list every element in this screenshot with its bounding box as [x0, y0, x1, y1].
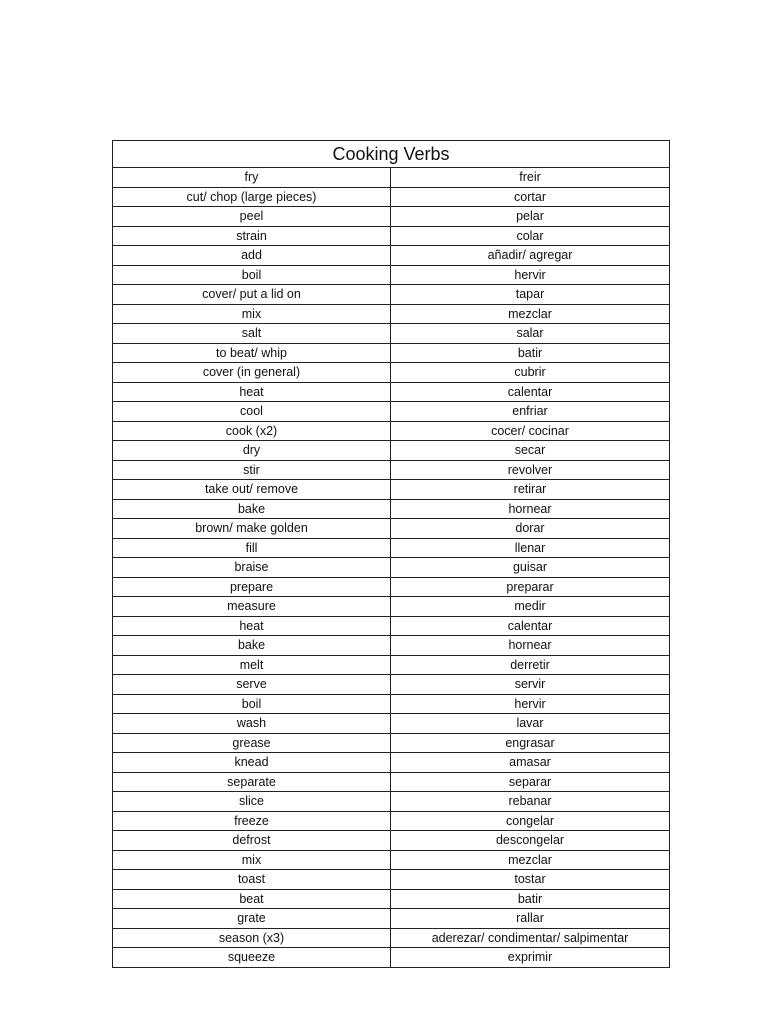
- english-verb-cell: melt: [113, 655, 391, 675]
- table-row: [113, 538, 670, 558]
- spanish-verb-cell: hornear: [391, 499, 670, 519]
- table-row: [113, 207, 670, 227]
- table-row: [113, 304, 670, 324]
- table-row: [113, 519, 670, 539]
- spanish-verb-cell: retirar: [391, 480, 670, 500]
- english-verb-cell: braise: [113, 558, 391, 578]
- table-row: [113, 285, 670, 305]
- spanish-verb-cell: cubrir: [391, 363, 670, 383]
- spanish-verb-cell: descongelar: [391, 831, 670, 851]
- spanish-verb-cell: mezclar: [391, 304, 670, 324]
- english-verb-cell: squeeze: [113, 948, 391, 968]
- table-row: [113, 655, 670, 675]
- english-verb-cell: wash: [113, 714, 391, 734]
- english-verb-cell: take out/ remove: [113, 480, 391, 500]
- table-row: [113, 187, 670, 207]
- table-row: [113, 324, 670, 344]
- spanish-verb-cell: medir: [391, 597, 670, 617]
- table-row: [113, 168, 670, 188]
- table-row: [113, 714, 670, 734]
- english-verb-cell: stir: [113, 460, 391, 480]
- english-verb-cell: strain: [113, 226, 391, 246]
- table-row: [113, 363, 670, 383]
- table-body: [113, 168, 670, 968]
- table-row: [113, 850, 670, 870]
- table-row: [113, 558, 670, 578]
- spanish-verb-cell: exprimir: [391, 948, 670, 968]
- spanish-verb-cell: tapar: [391, 285, 670, 305]
- spanish-verb-cell: amasar: [391, 753, 670, 773]
- table-row: [113, 772, 670, 792]
- spanish-verb-cell: hervir: [391, 694, 670, 714]
- table-row: [113, 753, 670, 773]
- english-verb-cell: cut/ chop (large pieces): [113, 187, 391, 207]
- english-verb-cell: knead: [113, 753, 391, 773]
- english-verb-cell: boil: [113, 265, 391, 285]
- spanish-verb-cell: pelar: [391, 207, 670, 227]
- spanish-verb-cell: hervir: [391, 265, 670, 285]
- table-row: [113, 265, 670, 285]
- english-verb-cell: peel: [113, 207, 391, 227]
- english-verb-cell: boil: [113, 694, 391, 714]
- english-verb-cell: defrost: [113, 831, 391, 851]
- table-row: [113, 636, 670, 656]
- english-verb-cell: brown/ make golden: [113, 519, 391, 539]
- spanish-verb-cell: congelar: [391, 811, 670, 831]
- english-verb-cell: bake: [113, 499, 391, 519]
- spanish-verb-cell: salar: [391, 324, 670, 344]
- table-row: [113, 870, 670, 890]
- table-row: [113, 694, 670, 714]
- table-row: [113, 597, 670, 617]
- english-verb-cell: season (x3): [113, 928, 391, 948]
- spanish-verb-cell: hornear: [391, 636, 670, 656]
- english-verb-cell: separate: [113, 772, 391, 792]
- table-row: [113, 948, 670, 968]
- spanish-verb-cell: tostar: [391, 870, 670, 890]
- spanish-verb-cell: llenar: [391, 538, 670, 558]
- english-verb-cell: slice: [113, 792, 391, 812]
- spanish-verb-cell: dorar: [391, 519, 670, 539]
- spanish-verb-cell: aderezar/ condimentar/ salpimentar: [391, 928, 670, 948]
- table-row: [113, 421, 670, 441]
- english-verb-cell: serve: [113, 675, 391, 695]
- english-verb-cell: mix: [113, 850, 391, 870]
- english-verb-cell: mix: [113, 304, 391, 324]
- spanish-verb-cell: secar: [391, 441, 670, 461]
- english-verb-cell: prepare: [113, 577, 391, 597]
- spanish-verb-cell: freir: [391, 168, 670, 188]
- spanish-verb-cell: engrasar: [391, 733, 670, 753]
- spanish-verb-cell: cortar: [391, 187, 670, 207]
- table-row: [113, 675, 670, 695]
- spanish-verb-cell: servir: [391, 675, 670, 695]
- table-row: [113, 733, 670, 753]
- table-row: [113, 246, 670, 266]
- english-verb-cell: cook (x2): [113, 421, 391, 441]
- english-verb-cell: fry: [113, 168, 391, 188]
- spanish-verb-cell: rebanar: [391, 792, 670, 812]
- table-row: [113, 382, 670, 402]
- table-row: [113, 889, 670, 909]
- spanish-verb-cell: calentar: [391, 616, 670, 636]
- spanish-verb-cell: batir: [391, 889, 670, 909]
- spanish-verb-cell: revolver: [391, 460, 670, 480]
- table-row: [113, 226, 670, 246]
- table-row: [113, 792, 670, 812]
- spanish-verb-cell: colar: [391, 226, 670, 246]
- spanish-verb-cell: batir: [391, 343, 670, 363]
- english-verb-cell: heat: [113, 382, 391, 402]
- spanish-verb-cell: enfriar: [391, 402, 670, 422]
- spanish-verb-cell: guisar: [391, 558, 670, 578]
- spanish-verb-cell: añadir/ agregar: [391, 246, 670, 266]
- table-row: [113, 577, 670, 597]
- spanish-verb-cell: calentar: [391, 382, 670, 402]
- spanish-verb-cell: lavar: [391, 714, 670, 734]
- table-row: [113, 441, 670, 461]
- english-verb-cell: to beat/ whip: [113, 343, 391, 363]
- english-verb-cell: dry: [113, 441, 391, 461]
- english-verb-cell: toast: [113, 870, 391, 890]
- english-verb-cell: freeze: [113, 811, 391, 831]
- table-row: [113, 831, 670, 851]
- cooking-verbs-table: [112, 140, 670, 968]
- english-verb-cell: heat: [113, 616, 391, 636]
- spanish-verb-cell: preparar: [391, 577, 670, 597]
- english-verb-cell: salt: [113, 324, 391, 344]
- table-row: [113, 811, 670, 831]
- table-row: [113, 499, 670, 519]
- spanish-verb-cell: mezclar: [391, 850, 670, 870]
- table-row: [113, 343, 670, 363]
- table-title: Cooking Verbs: [113, 141, 670, 168]
- table-row: [113, 909, 670, 929]
- english-verb-cell: grease: [113, 733, 391, 753]
- spanish-verb-cell: separar: [391, 772, 670, 792]
- english-verb-cell: add: [113, 246, 391, 266]
- table-title-row: [113, 141, 670, 168]
- table-row: [113, 402, 670, 422]
- english-verb-cell: grate: [113, 909, 391, 929]
- english-verb-cell: cover/ put a lid on: [113, 285, 391, 305]
- english-verb-cell: cool: [113, 402, 391, 422]
- english-verb-cell: measure: [113, 597, 391, 617]
- english-verb-cell: bake: [113, 636, 391, 656]
- spanish-verb-cell: cocer/ cocinar: [391, 421, 670, 441]
- table-row: [113, 480, 670, 500]
- english-verb-cell: cover (in general): [113, 363, 391, 383]
- table-row: [113, 616, 670, 636]
- english-verb-cell: fill: [113, 538, 391, 558]
- spanish-verb-cell: rallar: [391, 909, 670, 929]
- table-row: [113, 928, 670, 948]
- english-verb-cell: beat: [113, 889, 391, 909]
- table-row: [113, 460, 670, 480]
- spanish-verb-cell: derretir: [391, 655, 670, 675]
